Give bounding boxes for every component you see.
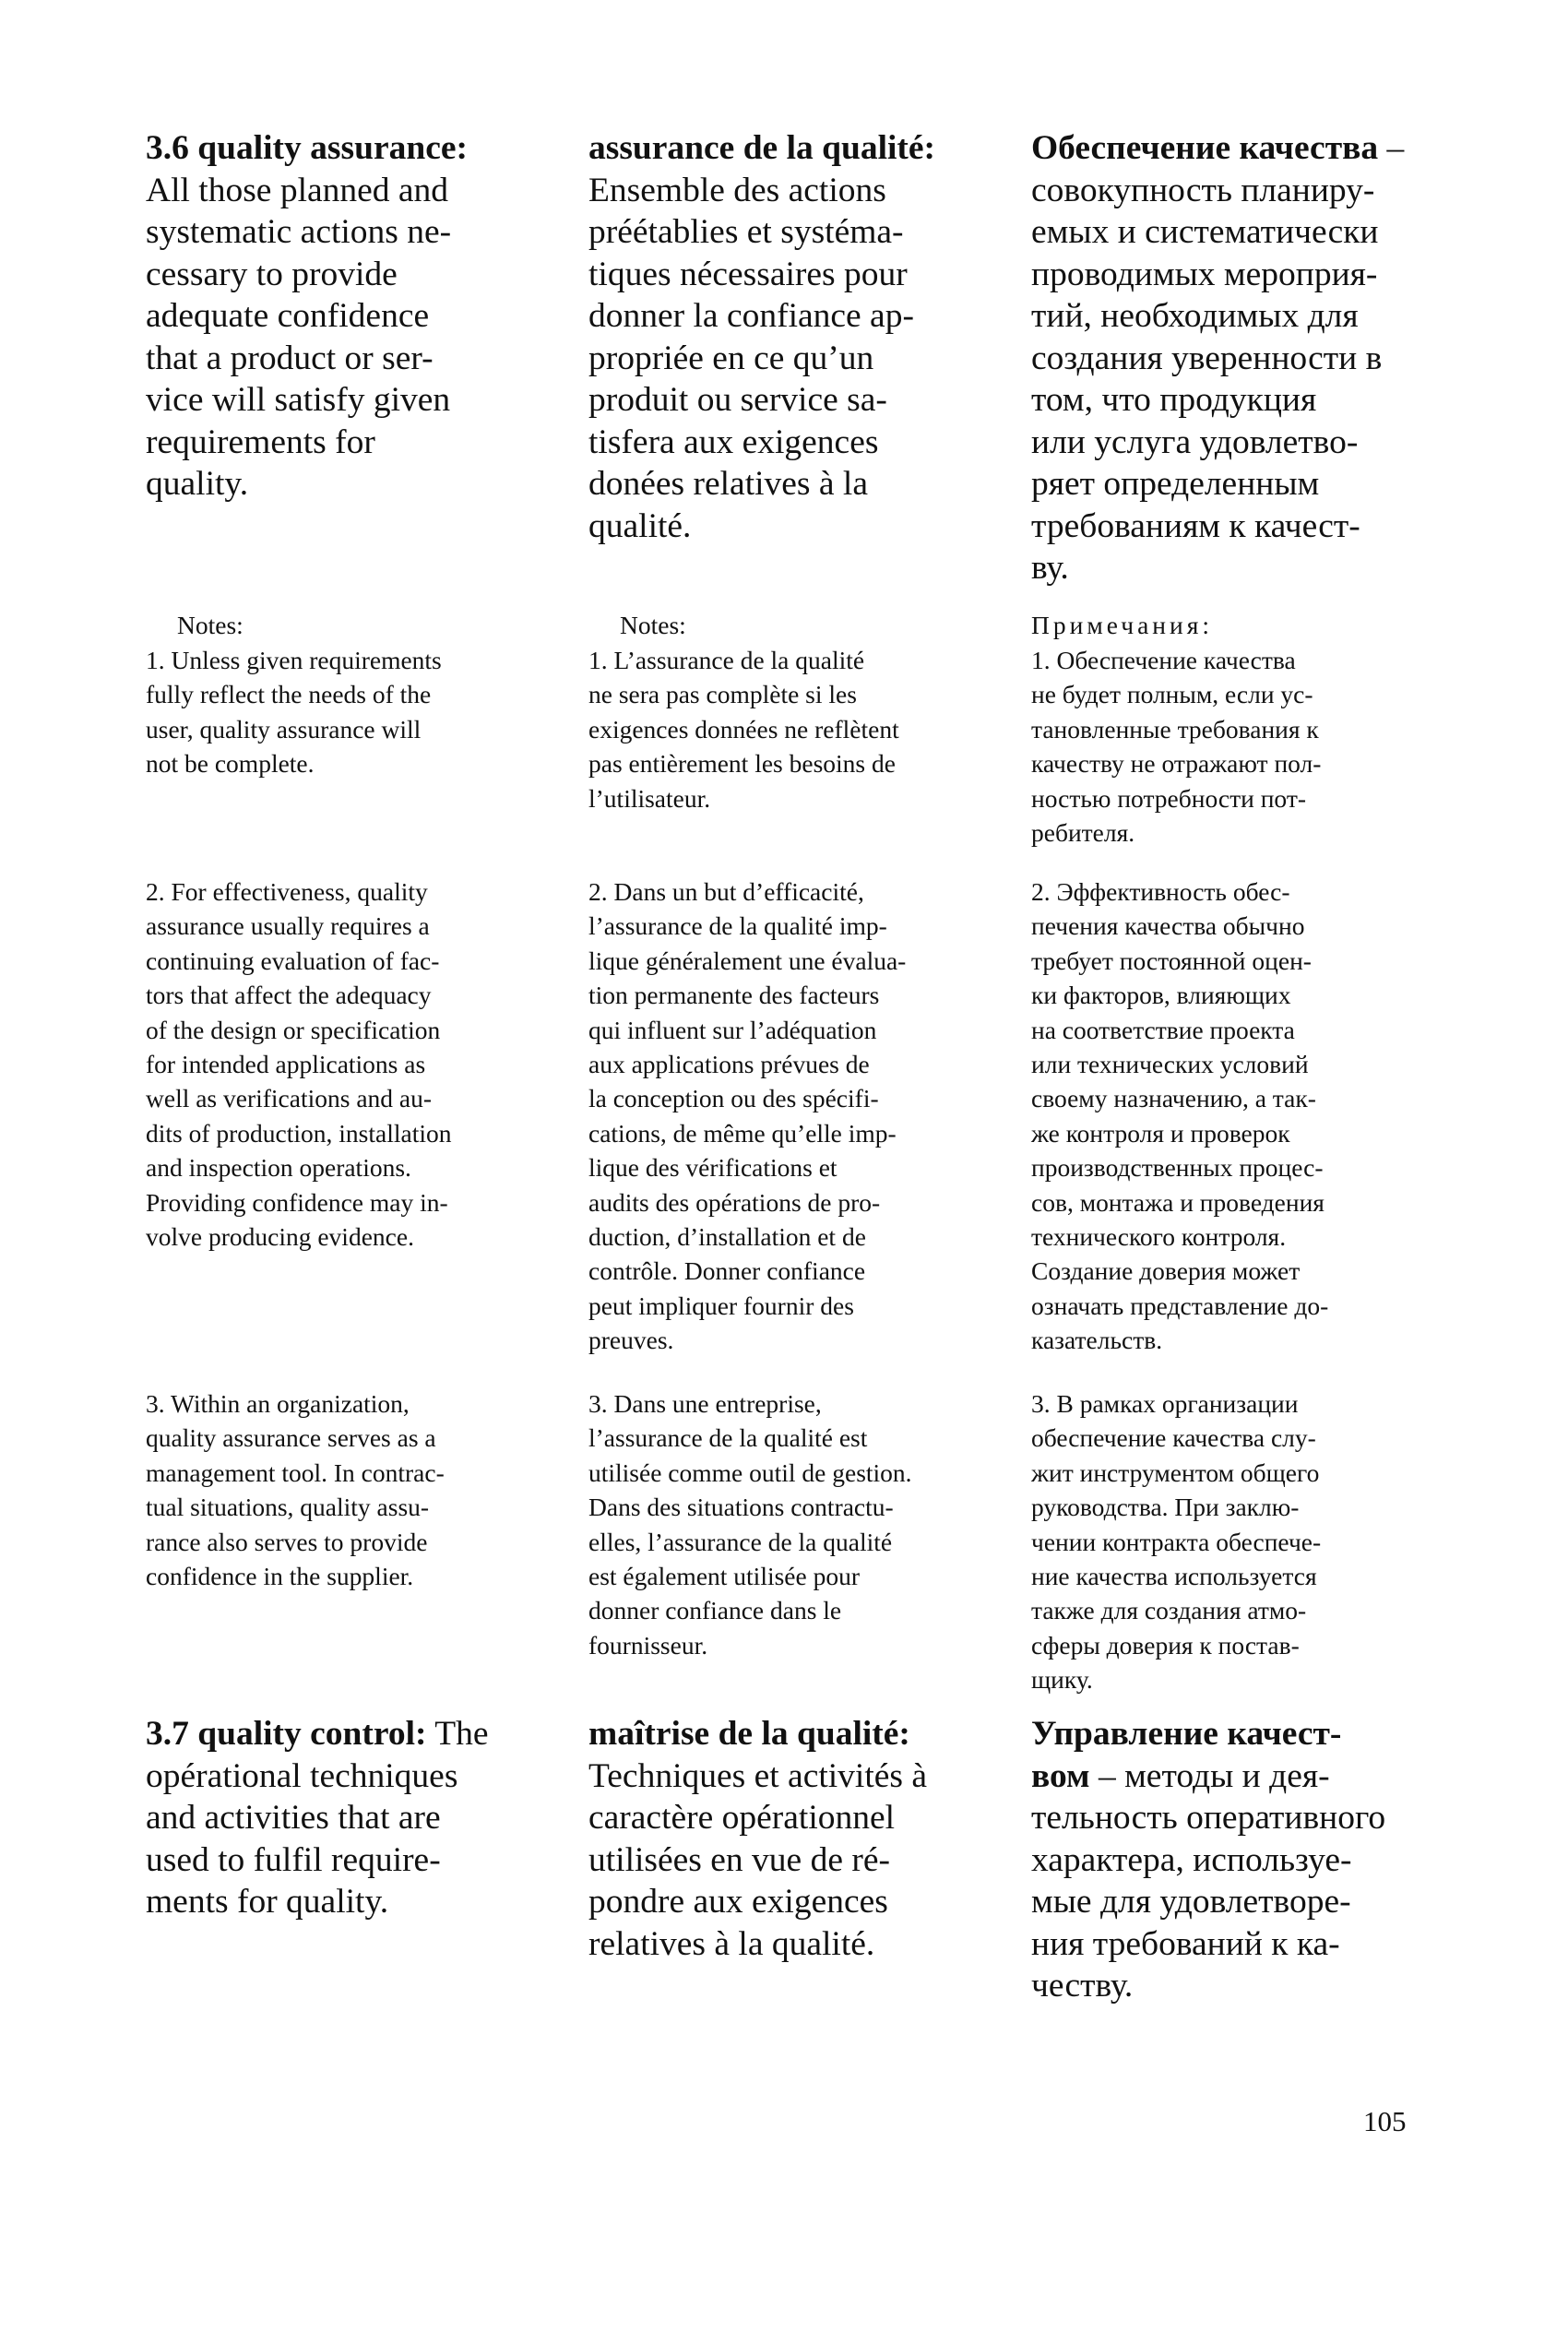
en-term-3-6: 3.6 quality assurance: [146,129,468,167]
fr-note-2: 2. Dans un but d’efficacité, l’assurance de la qualité imp- lique généralement une évalua- tion permanente des facteurs qui influent sur l’adéquation aux applications prévues de la conception ou des spécifi- cations, de même qu’elle imp- lique des vérifications et audits des opérations de pro- duction, d’installation et de contrôle. Donner confiance peut impliquer fournir des preuves. [588,877,907,1355]
ru-definition-3-7-text: – методы и дея- тельность оперативного характера, используе- мые для удовлетворе- ния требований к ка- честву. [1031,1756,1386,2005]
en-note-1: 1. Unless given requirements fully reflect the needs of the user, quality assurance will not be complete. [146,646,442,779]
en-definition-3-6-text: All those planned and systematic actions ne- cessary to provide adequate confidence that a product or ser- vice will satisfy given requirements for quality. [146,171,452,503]
ru-note-3: 3. В рамках организации обеспечение качества слу- жит инструментом общего руководства. При заклю- чении контракта обеспече- ние качества используется также для создания атмо- сферы доверия к постав- щику. [1031,1389,1322,1695]
fr-definition-3-7-text: Techniques et activités à caractère opérationnel utilisées en vue de ré- pondre aux exigences relatives à la qualité. [588,1756,928,1963]
fr-term-3-6: assurance de la qualité: [588,129,936,167]
en-term-3-7: 3.7 quality control: [146,1715,427,1753]
en-definition-3-7-text: The opérational techniques and activities that are used to fulfil require- ments for quality. [146,1715,489,1921]
fr-definition-3-6-text: Ensemble des actions préétablies et systéma- tiques nécessaires pour donner la confiance ap- propriée en ce qu’un produit ou service sa- tisfera aux exigences donées relatives à la qualité. [588,171,914,545]
fr-definition-3-7 [588,1713,1022,1965]
en-definition-3-6 [146,127,572,506]
ru-note-1: 1. Обеспечение качества не будет полным, если ус- тановленные требования к качеству не отражают пол- ностью потребности пот- ребителя. [1031,646,1322,848]
page-number: 105 [1363,2105,1407,2137]
en-note-2: 2. For effectiveness, quality assurance usually requires a continuing evaluation of fac- tors that affect the adequacy of the design or specification for intended applications as well as verifications and au- dits of production, installation and inspection operations. Providing confidence may in- volve producing evidence. [146,877,452,1252]
ru-definition-3-7 [1031,1713,1437,2007]
fr-definition-3-6 [588,127,1022,547]
ru-term-3-7: Управление качест- вом [1031,1715,1342,1795]
ru-definition-3-6 [1031,127,1437,589]
en-note-3: 3. Within an organization, quality assurance serves as a management tool. In contrac- tual situations, quality assu- rance also serves to provide confidence in the supplier. [146,1389,445,1591]
fr-term-3-7: maîtrise de la qualité: [588,1715,910,1753]
fr-note-1: 1. L’assurance de la qualité ne sera pas complète si les exigences données ne reflètent pas entièrement les besoins de l’utilisateur. [588,646,899,813]
en-definition-3-7 [146,1713,572,1923]
fr-note-3: 3. Dans une entreprise, l’assurance de la qualité est utilisée comme outil de gestion. Dans des situations contractu- elles, l’assurance de la qualité est également utilisée pour donner confiance dans le fournisseur. [588,1389,912,1660]
ru-notes-heading: Примечания: [1031,611,1214,639]
ru-definition-3-6-text: – совокупность планиру- емых и систематически проводимых мероприя- тий, необходимых для создания уверенности в том, что продукция или услуга удовлетво- ряет определенным требованиям к качест- ву. [1031,129,1405,587]
ru-note-2: 2. Эффективность обес- печения качества обычно требует постоянной оцен- ки факторов, влияющих на соответствие проекта или технических условий своему назначению, а так- же контроля и проверок производственных процес- сов, монтажа и проведения технического контроля. Создание доверия может означать представление до- казательств. [1031,877,1329,1355]
ru-term-3-6: Обеспечение качества [1031,129,1379,167]
fr-notes-heading: Notes: [620,611,686,639]
en-notes-heading: Notes: [177,611,244,639]
